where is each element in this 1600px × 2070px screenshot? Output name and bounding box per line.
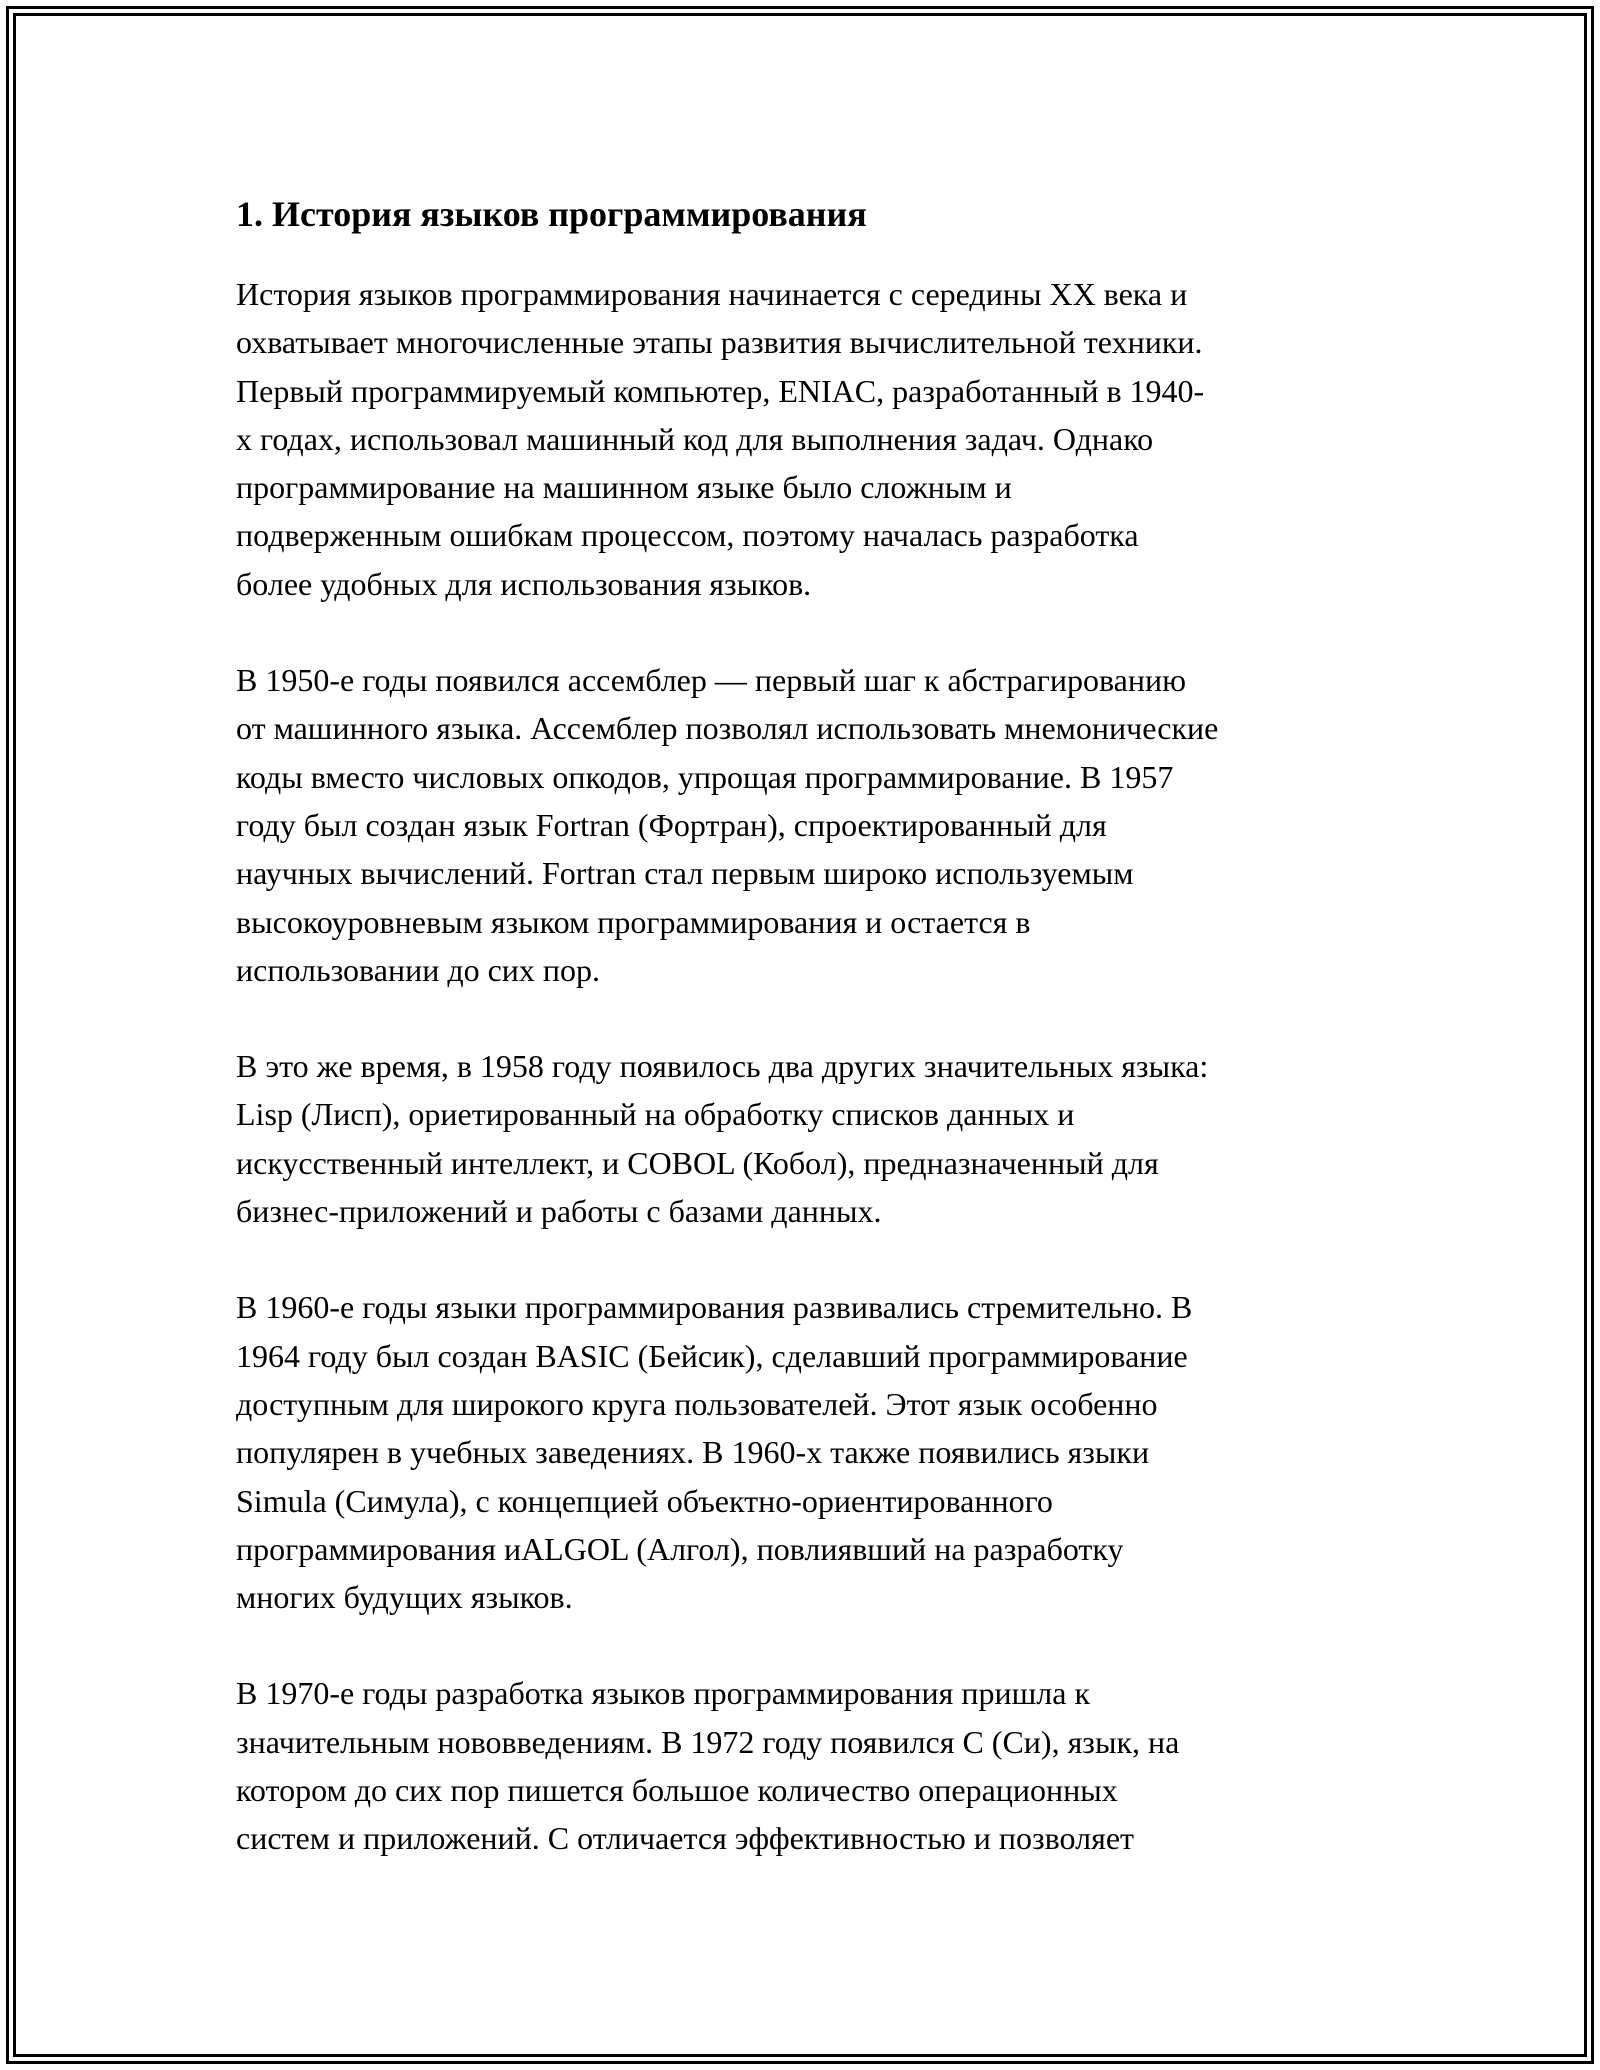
- paragraph-line: коды вместо числовых опкодов, упрощая программирование. В 1957: [236, 758, 1174, 795]
- section-heading: 1. История языков программирования: [236, 194, 867, 234]
- paragraph-4: [236, 1283, 1396, 1621]
- paragraph-line: В 1960-е годы языки программирования развивались стремительно. В: [236, 1289, 1193, 1326]
- paragraph-line: В 1970-е годы разработка языков программирования пришла к: [236, 1675, 1090, 1712]
- paragraph-line: значительным нововведениям. В 1972 году появился C (Си), язык, на: [236, 1723, 1180, 1760]
- paragraph-line: подверженным ошибкам процессом, поэтому началась разработка: [236, 517, 1139, 554]
- paragraph-line: от машинного языка. Ассемблер позволял использовать мнемонические: [236, 710, 1219, 747]
- paragraph-line: В это же время, в 1958 году появилось два других значительных языка:: [236, 1048, 1209, 1085]
- paragraph-line: котором до сих пор пишется большое количество операционных: [236, 1772, 1118, 1809]
- paragraph-line: систем и приложений. C отличается эффективностью и позволяет: [236, 1820, 1134, 1857]
- paragraph-line: История языков программирования начинается с середины XX века и: [236, 276, 1188, 312]
- paragraph-line: научных вычислений. Fortran стал первым широко используемым: [236, 855, 1134, 892]
- paragraph-line: В 1950-е годы появился ассемблер — первый шаг к абстрагированию: [236, 662, 1186, 699]
- paragraph-3: [236, 1042, 1396, 1235]
- paragraph-line: высокоуровневым языком программирования и остается в: [236, 903, 1031, 940]
- paragraph-line: охватывает многочисленные этапы развития вычислительной техники.: [236, 324, 1203, 361]
- paragraph-line: году был создан язык Fortran (Фортран), спроектированный для: [236, 806, 1107, 843]
- paragraph-line: более удобных для использования языков.: [236, 565, 812, 602]
- paragraph-5: [236, 1669, 1396, 1862]
- paragraph-1: [236, 270, 1396, 608]
- paragraph-line: программирование на машинном языке было сложным и: [236, 469, 1012, 506]
- paragraph-2: [236, 656, 1396, 994]
- paragraph-line: многих будущих языков.: [236, 1579, 573, 1616]
- paragraph-line: Первый программируемый компьютер, ENIAC, разработанный в 1940-: [236, 372, 1205, 409]
- paragraph-line: 1964 году был создан BASIC (Бейсик), сделавший программирование: [236, 1337, 1188, 1374]
- paragraph-line: бизнес-приложений и работы с базами данных.: [236, 1193, 882, 1230]
- paragraph-line: доступным для широкого круга пользователей. Этот язык особенно: [236, 1385, 1158, 1422]
- paragraph-line: популярен в учебных заведениях. В 1960-х также появились языки: [236, 1434, 1150, 1471]
- paragraph-line: Lisp (Лисп), ориетированный на обработку списков данных и: [236, 1096, 1075, 1133]
- paragraph-line: программирования иALGOL (Алгол), повлиявший на разработку: [236, 1530, 1124, 1567]
- paragraph-line: х годах, использовал машинный код для выполнения задач. Однако: [236, 420, 1154, 457]
- paragraph-line: искусственный интеллект, и COBOL (Кобол), предназначенный для: [236, 1144, 1159, 1181]
- document-body: [236, 186, 1396, 1911]
- paragraph-line: Simula (Симула), с концепцией объектно-ориентированного: [236, 1482, 1053, 1519]
- paragraph-line: использовании до сих пор.: [236, 951, 601, 988]
